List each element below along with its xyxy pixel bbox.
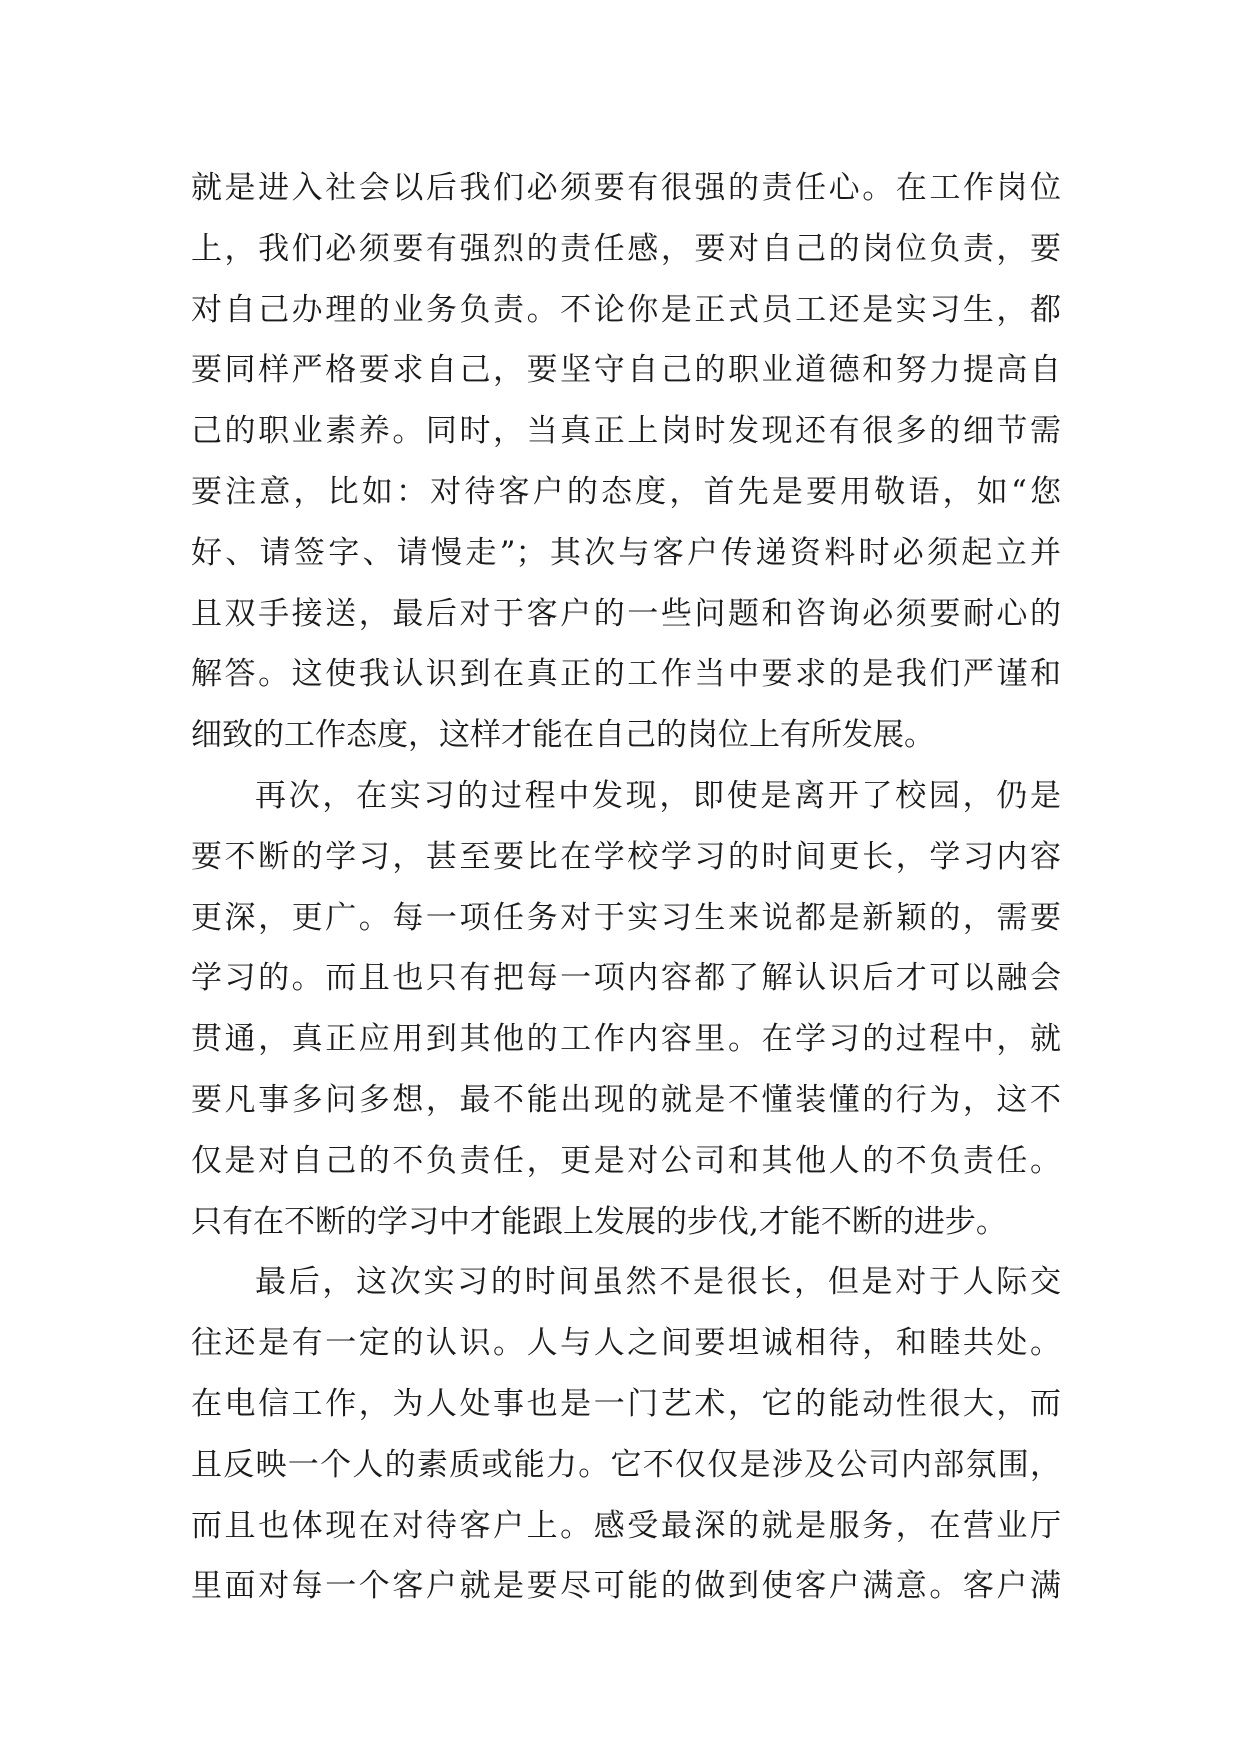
text-line: 贯通，真正应用到其他的工作内容里。在学习的过程中，就	[191, 1021, 1061, 1058]
text-line: 仅是对自己的不负责任，更是对公司和其他人的不负责任。	[191, 1142, 1061, 1179]
text-line: 要不断的学习，甚至要比在学校学习的时间更长，学习内容	[191, 838, 1061, 875]
text-line: 里面对每一个客户就是要尽可能的做到使客户满意。客户满	[191, 1568, 1061, 1605]
text-line: 且反映一个人的素质或能力。它不仅仅是涉及公司内部氛围，	[191, 1446, 1061, 1483]
text-line: 要同样严格要求自己，要坚守自己的职业道德和努力提高自	[191, 352, 1061, 389]
text-line: 细致的工作态度，这样才能在自己的岗位上有所发展。	[191, 717, 935, 754]
text-line: 对自己办理的业务负责。不论你是正式员工还是实习生，都	[191, 291, 1061, 328]
text-line: 好、请签字、请慢走”；其次与客户传递资料时必须起立并	[191, 534, 1061, 571]
text-line: 更深，更广。每一项任务对于实习生来说都是新颖的，需要	[191, 899, 1061, 936]
document-body	[191, 158, 1061, 1617]
text-line: 往还是有一定的认识。人与人之间要坦诚相待，和睦共处。	[191, 1325, 1061, 1362]
text-line: 就是进入社会以后我们必须要有很强的责任心。在工作岗位	[191, 170, 1061, 206]
text-line: 在电信工作，为人处事也是一门艺术，它的能动性很大，而	[191, 1385, 1061, 1422]
paragraph-3	[191, 1252, 1061, 1617]
text-line: 学习的。而且也只有把每一项内容都了解认识后才可以融会	[191, 960, 1061, 997]
text-line: 要凡事多问多想，最不能出现的就是不懂装懂的行为，这不	[191, 1081, 1061, 1118]
text-line: 且双手接送，最后对于客户的一些问题和咨询必须要耐心的	[191, 595, 1061, 632]
paragraph-2	[191, 766, 1061, 1252]
text-line: 最后，这次实习的时间虽然不是很长，但是对于人际交	[255, 1264, 1061, 1301]
text-line: 解答。这使我认识到在真正的工作当中要求的是我们严谨和	[191, 656, 1061, 693]
text-line: 而且也体现在对待客户上。感受最深的就是服务，在营业厅	[191, 1507, 1061, 1544]
text-line: 要注意，比如：对待客户的态度，首先是要用敬语，如“您	[191, 473, 1061, 510]
text-line: 上，我们必须要有强烈的责任感，要对自己的岗位负责，要	[191, 230, 1061, 267]
text-line: 己的职业素养。同时，当真正上岗时发现还有很多的细节需	[191, 413, 1061, 450]
paragraph-1	[191, 158, 1061, 766]
text-line: 再次，在实习的过程中发现，即使是离开了校园，仍是	[255, 777, 1061, 814]
text-line: 只有在不断的学习中才能跟上发展的步伐,才能不断的进步。	[191, 1203, 1007, 1240]
